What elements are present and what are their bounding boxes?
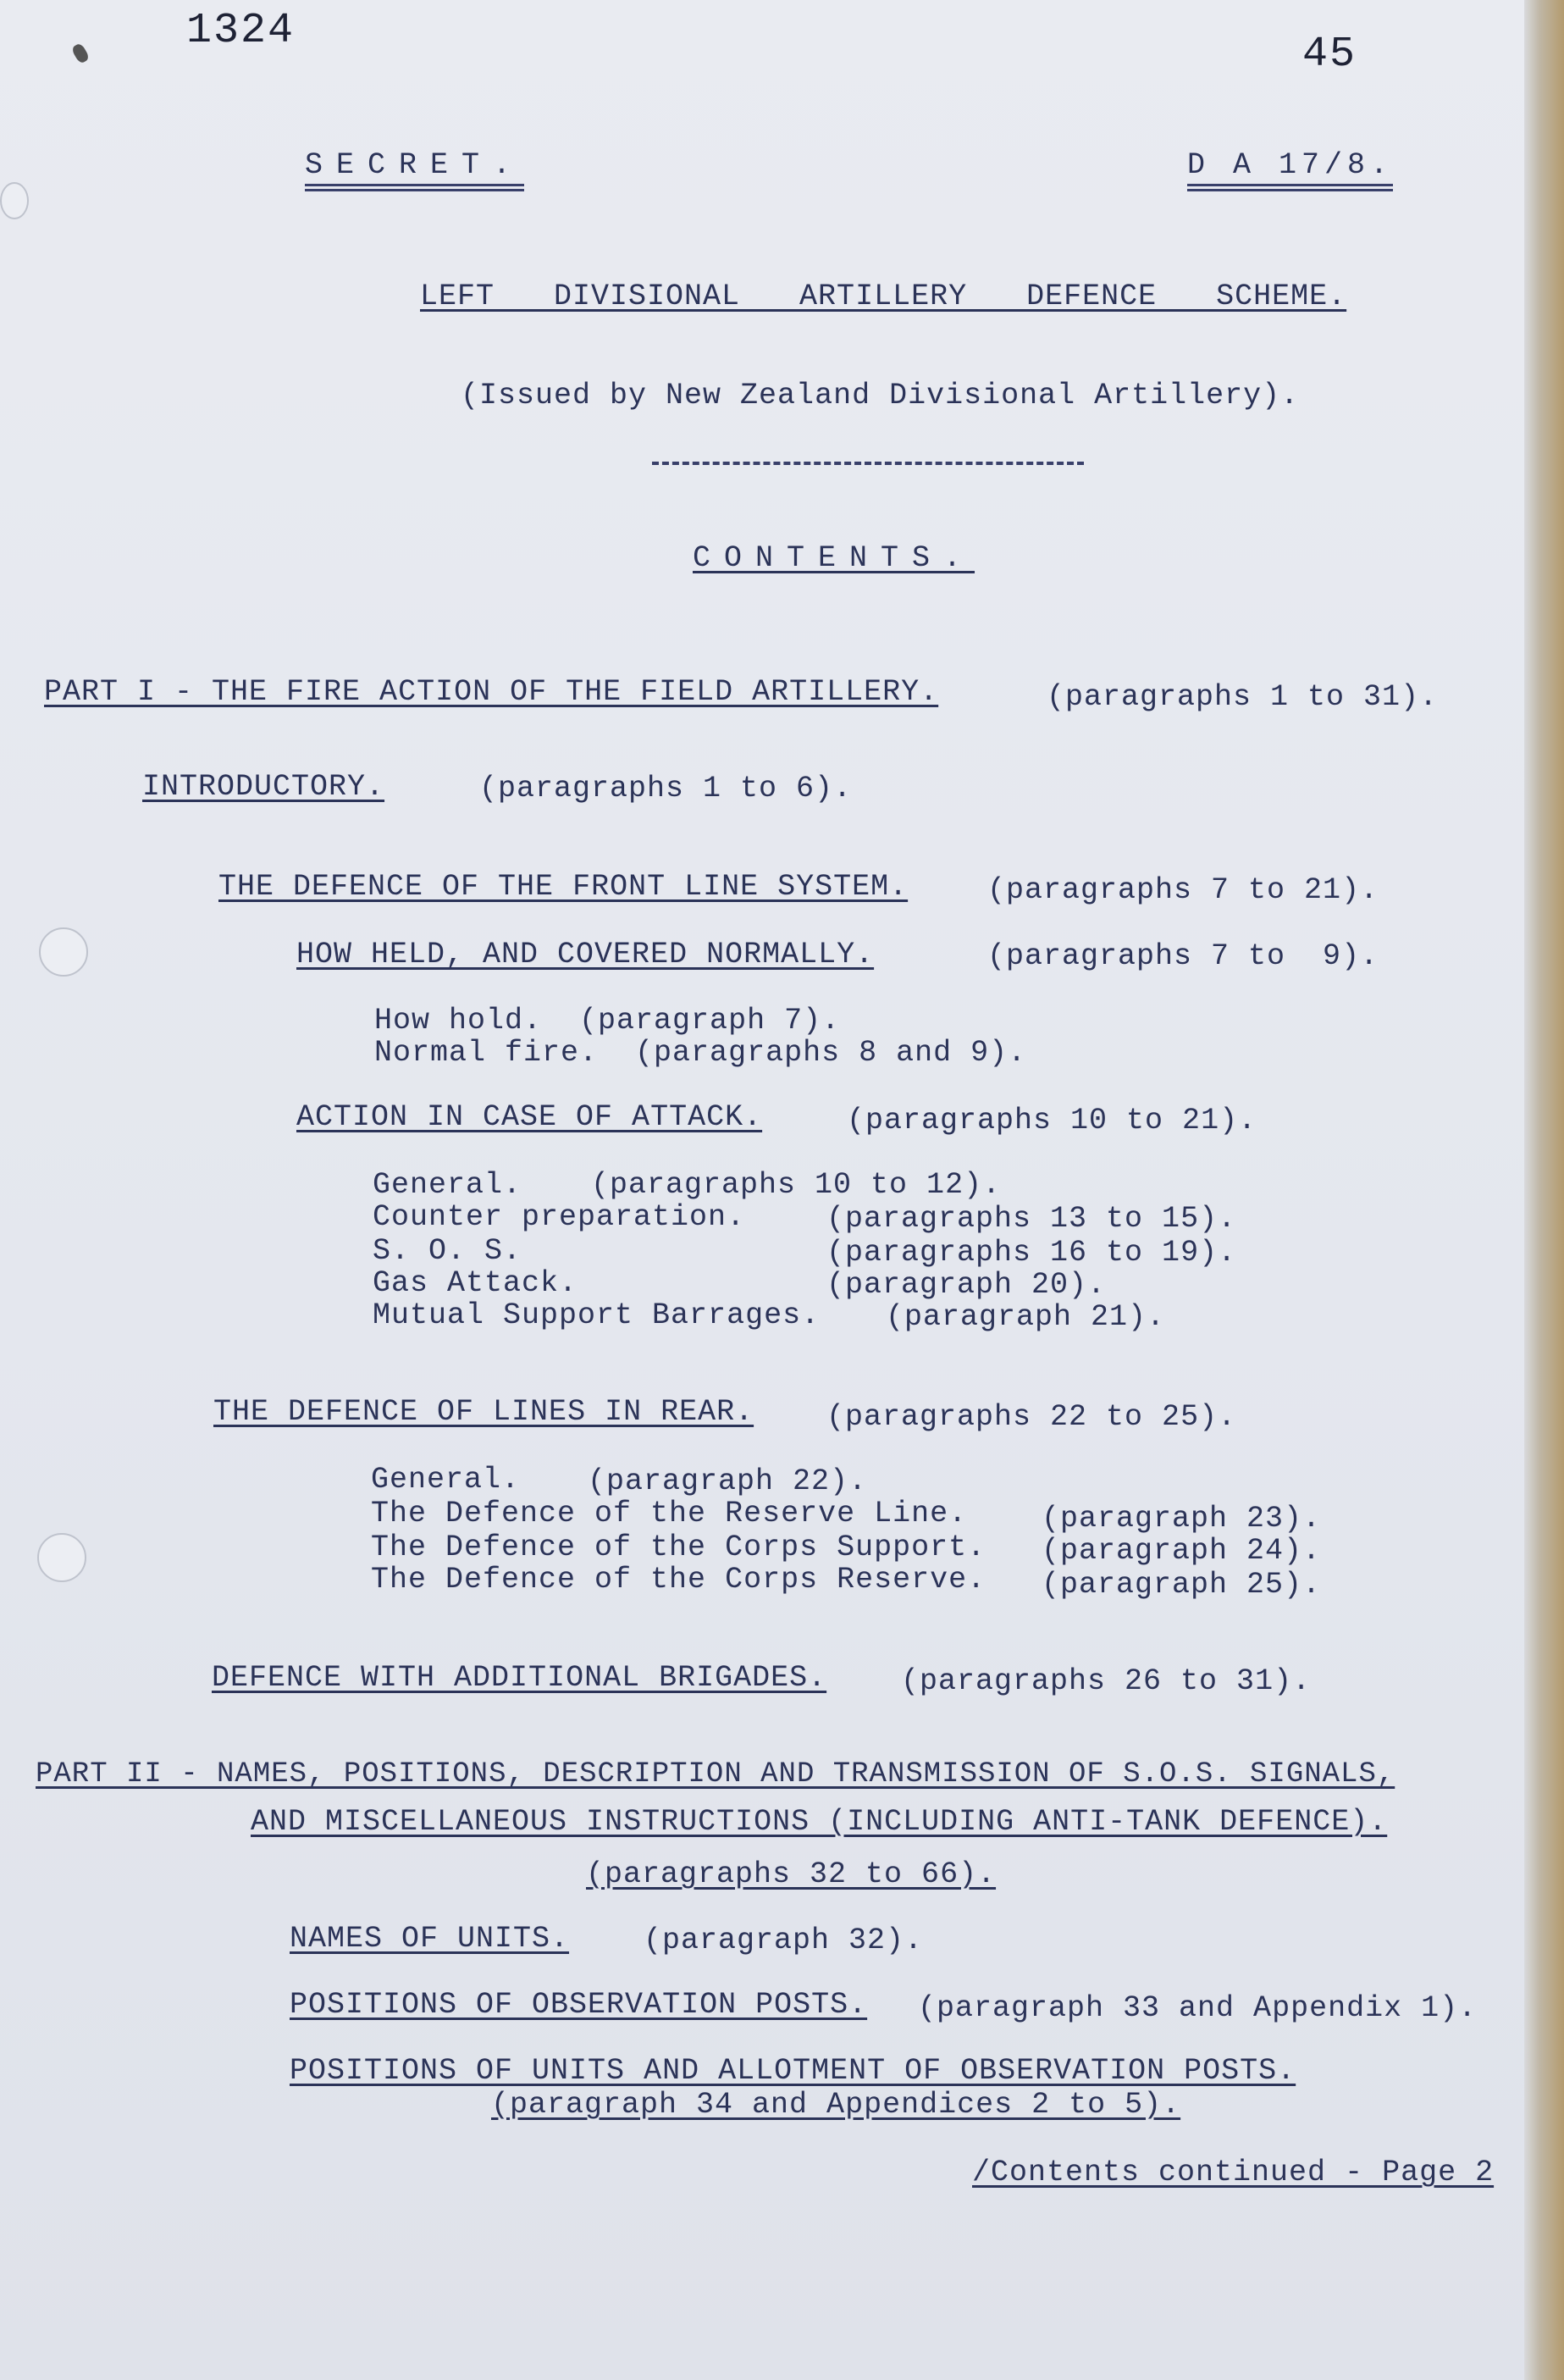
contents-heading: CONTENTS. bbox=[693, 541, 975, 575]
attack-item-ref: (paragraphs 10 to 12). bbox=[591, 1168, 1002, 1202]
part1-heading: PART I - THE FIRE ACTION OF THE FIELD ARTILLERY. bbox=[44, 675, 939, 709]
punch-hole bbox=[0, 182, 29, 219]
allotment-heading: POSITIONS OF UNITS AND ALLOTMENT OF OBSERVATION POSTS. bbox=[290, 2054, 1296, 2088]
rear-item-label: General. bbox=[371, 1463, 521, 1497]
rear-heading: THE DEFENCE OF LINES IN REAR. bbox=[213, 1395, 754, 1429]
attack-item-label: Counter preparation. bbox=[373, 1200, 746, 1234]
attack-item-ref: (paragraphs 13 to 15). bbox=[826, 1202, 1237, 1236]
introductory-ref: (paragraphs 1 to 6). bbox=[479, 772, 853, 805]
allotment-ref: (paragraph 34 and Appendices 2 to 5). bbox=[491, 2088, 1181, 2122]
how-held-item: Normal fire. (paragraphs 8 and 9). bbox=[374, 1036, 1027, 1070]
page-edge bbox=[1524, 0, 1564, 2380]
rear-item-ref: (paragraph 23). bbox=[1042, 1502, 1322, 1536]
rear-item-label: The Defence of the Corps Support. bbox=[371, 1530, 986, 1564]
contents-continued: /Contents continued - Page 2 bbox=[972, 2156, 1495, 2189]
additional-brigades-heading: DEFENCE WITH ADDITIONAL BRIGADES. bbox=[212, 1661, 827, 1695]
attack-item-label: Mutual Support Barrages. bbox=[373, 1298, 821, 1332]
front-line-heading: THE DEFENCE OF THE FRONT LINE SYSTEM. bbox=[218, 870, 909, 904]
how-held-heading: HOW HELD, AND COVERED NORMALLY. bbox=[296, 938, 875, 971]
page-number: 45 bbox=[1302, 30, 1357, 79]
attack-item-label: S. O. S. bbox=[373, 1234, 522, 1268]
attack-item-label: Gas Attack. bbox=[373, 1266, 578, 1300]
attack-item-label: General. bbox=[373, 1168, 522, 1202]
rear-item-ref: (paragraph 25). bbox=[1042, 1568, 1322, 1602]
part2-ref: (paragraphs 32 to 66). bbox=[586, 1857, 997, 1891]
op-posts-heading: POSITIONS OF OBSERVATION POSTS. bbox=[290, 1988, 868, 2022]
part2-heading-line2: AND MISCELLANEOUS INSTRUCTIONS (INCLUDING ANTI-TANK DEFENCE). bbox=[251, 1805, 1388, 1839]
classification: SECRET. bbox=[305, 151, 524, 191]
names-heading: NAMES OF UNITS. bbox=[290, 1922, 570, 1956]
punch-hole bbox=[39, 927, 88, 977]
attack-item-ref: (paragraphs 16 to 19). bbox=[826, 1236, 1237, 1270]
additional-brigades-ref: (paragraphs 26 to 31). bbox=[901, 1664, 1312, 1698]
issued-by: (Issued by New Zealand Divisional Artillery). bbox=[461, 379, 1300, 412]
how-held-item: How hold. (paragraph 7). bbox=[374, 1004, 841, 1038]
document-title: LEFT DIVISIONAL ARTILLERY DEFENCE SCHEME. bbox=[420, 280, 1347, 313]
archive-number: 1324 bbox=[186, 7, 296, 55]
punch-hole bbox=[37, 1533, 86, 1582]
reference-number: D A 17/8. bbox=[1187, 151, 1393, 191]
rear-item-ref: (paragraph 22). bbox=[588, 1464, 868, 1498]
rear-item-label: The Defence of the Reserve Line. bbox=[371, 1497, 968, 1530]
divider bbox=[652, 462, 1084, 465]
names-ref: (paragraph 32). bbox=[644, 1923, 924, 1957]
front-line-ref: (paragraphs 7 to 21). bbox=[987, 873, 1379, 907]
attack-item-ref: (paragraph 21). bbox=[886, 1300, 1166, 1334]
attack-heading: ACTION IN CASE OF ATTACK. bbox=[296, 1100, 763, 1134]
rear-ref: (paragraphs 22 to 25). bbox=[826, 1400, 1237, 1434]
part2-heading-line1: PART II - NAMES, POSITIONS, DESCRIPTION AND TRANSMISSION OF S.O.S. SIGNALS, bbox=[36, 1758, 1395, 1791]
part1-ref: (paragraphs 1 to 31). bbox=[1047, 680, 1439, 714]
attack-item-ref: (paragraph 20). bbox=[826, 1268, 1107, 1302]
rear-item-label: The Defence of the Corps Reserve. bbox=[371, 1563, 986, 1597]
introductory-heading: INTRODUCTORY. bbox=[142, 770, 385, 804]
rear-item-ref: (paragraph 24). bbox=[1042, 1534, 1322, 1568]
how-held-ref: (paragraphs 7 to 9). bbox=[987, 939, 1379, 973]
attack-ref: (paragraphs 10 to 21). bbox=[847, 1104, 1257, 1137]
op-posts-ref: (paragraph 33 and Appendix 1). bbox=[918, 1991, 1478, 2025]
